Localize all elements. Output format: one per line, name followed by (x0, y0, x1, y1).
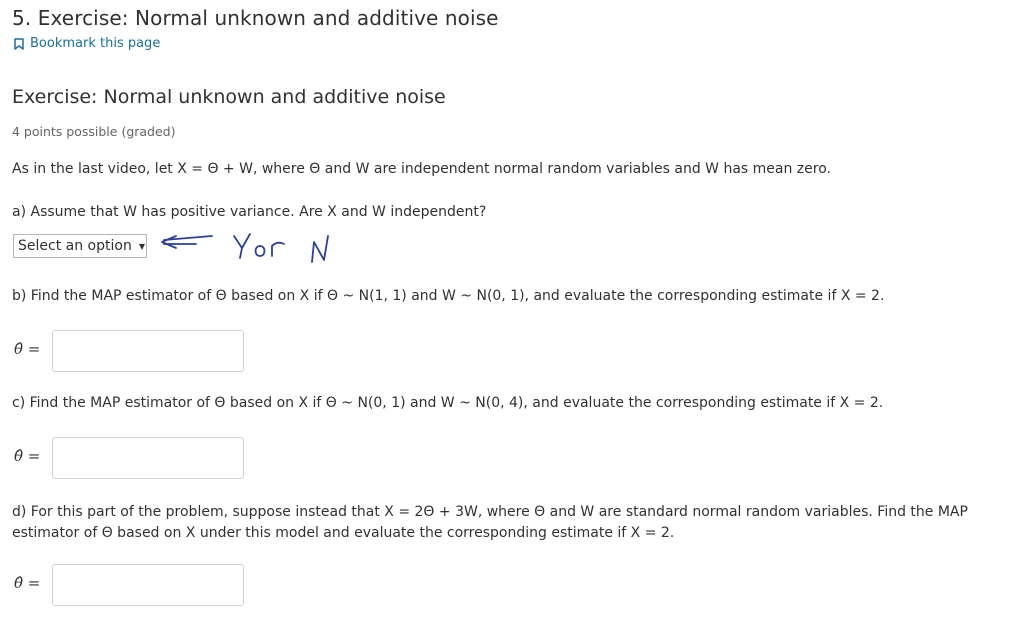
bookmark-label: Bookmark this page (30, 36, 161, 51)
answer-input-d[interactable] (52, 564, 244, 606)
independence-select[interactable] (13, 234, 147, 258)
theta-hat-label-d: θ̂ = (14, 574, 41, 592)
answer-input-b[interactable] (52, 330, 244, 372)
answer-input-c[interactable] (52, 437, 244, 479)
handwritten-annotation (156, 228, 336, 272)
problem-title: Exercise: Normal unknown and additive noise (12, 86, 446, 108)
page-title: 5. Exercise: Normal unknown and additive noise (12, 6, 499, 30)
caret-down-icon: ▼ (138, 242, 145, 251)
question-a: a) Assume that W has positive variance. Are X and W independent? (12, 204, 487, 220)
question-d: d) For this part of the problem, suppose instead that X = 2Θ + 3W, where Θ and W are standard normal random variables. Find the MAP estimator of Θ based on X under this model and evaluate the corresponding estimate if X = 2. (12, 504, 968, 541)
theta-hat-label-b: θ̂ = (14, 340, 41, 358)
question-b: b) Find the MAP estimator of Θ based on X if Θ ~ N(1, 1) and W ~ N(0, 1), and evaluate the corresponding estimate if X = 2. (12, 288, 885, 304)
problem-intro: As in the last video, let X = Θ + W, where Θ and W are independent normal random variables and W has mean zero. (12, 161, 831, 177)
bookmark-link[interactable] (14, 36, 160, 51)
question-c: c) Find the MAP estimator of Θ based on X if Θ ~ N(0, 1) and W ~ N(0, 4), and evaluate the corresponding estimate if X = 2. (12, 395, 884, 411)
select-value: Select an option (18, 238, 132, 254)
theta-hat-label-c: θ̂ = (14, 447, 41, 465)
points-possible: 4 points possible (graded) (12, 124, 176, 139)
bookmark-icon (14, 38, 24, 50)
